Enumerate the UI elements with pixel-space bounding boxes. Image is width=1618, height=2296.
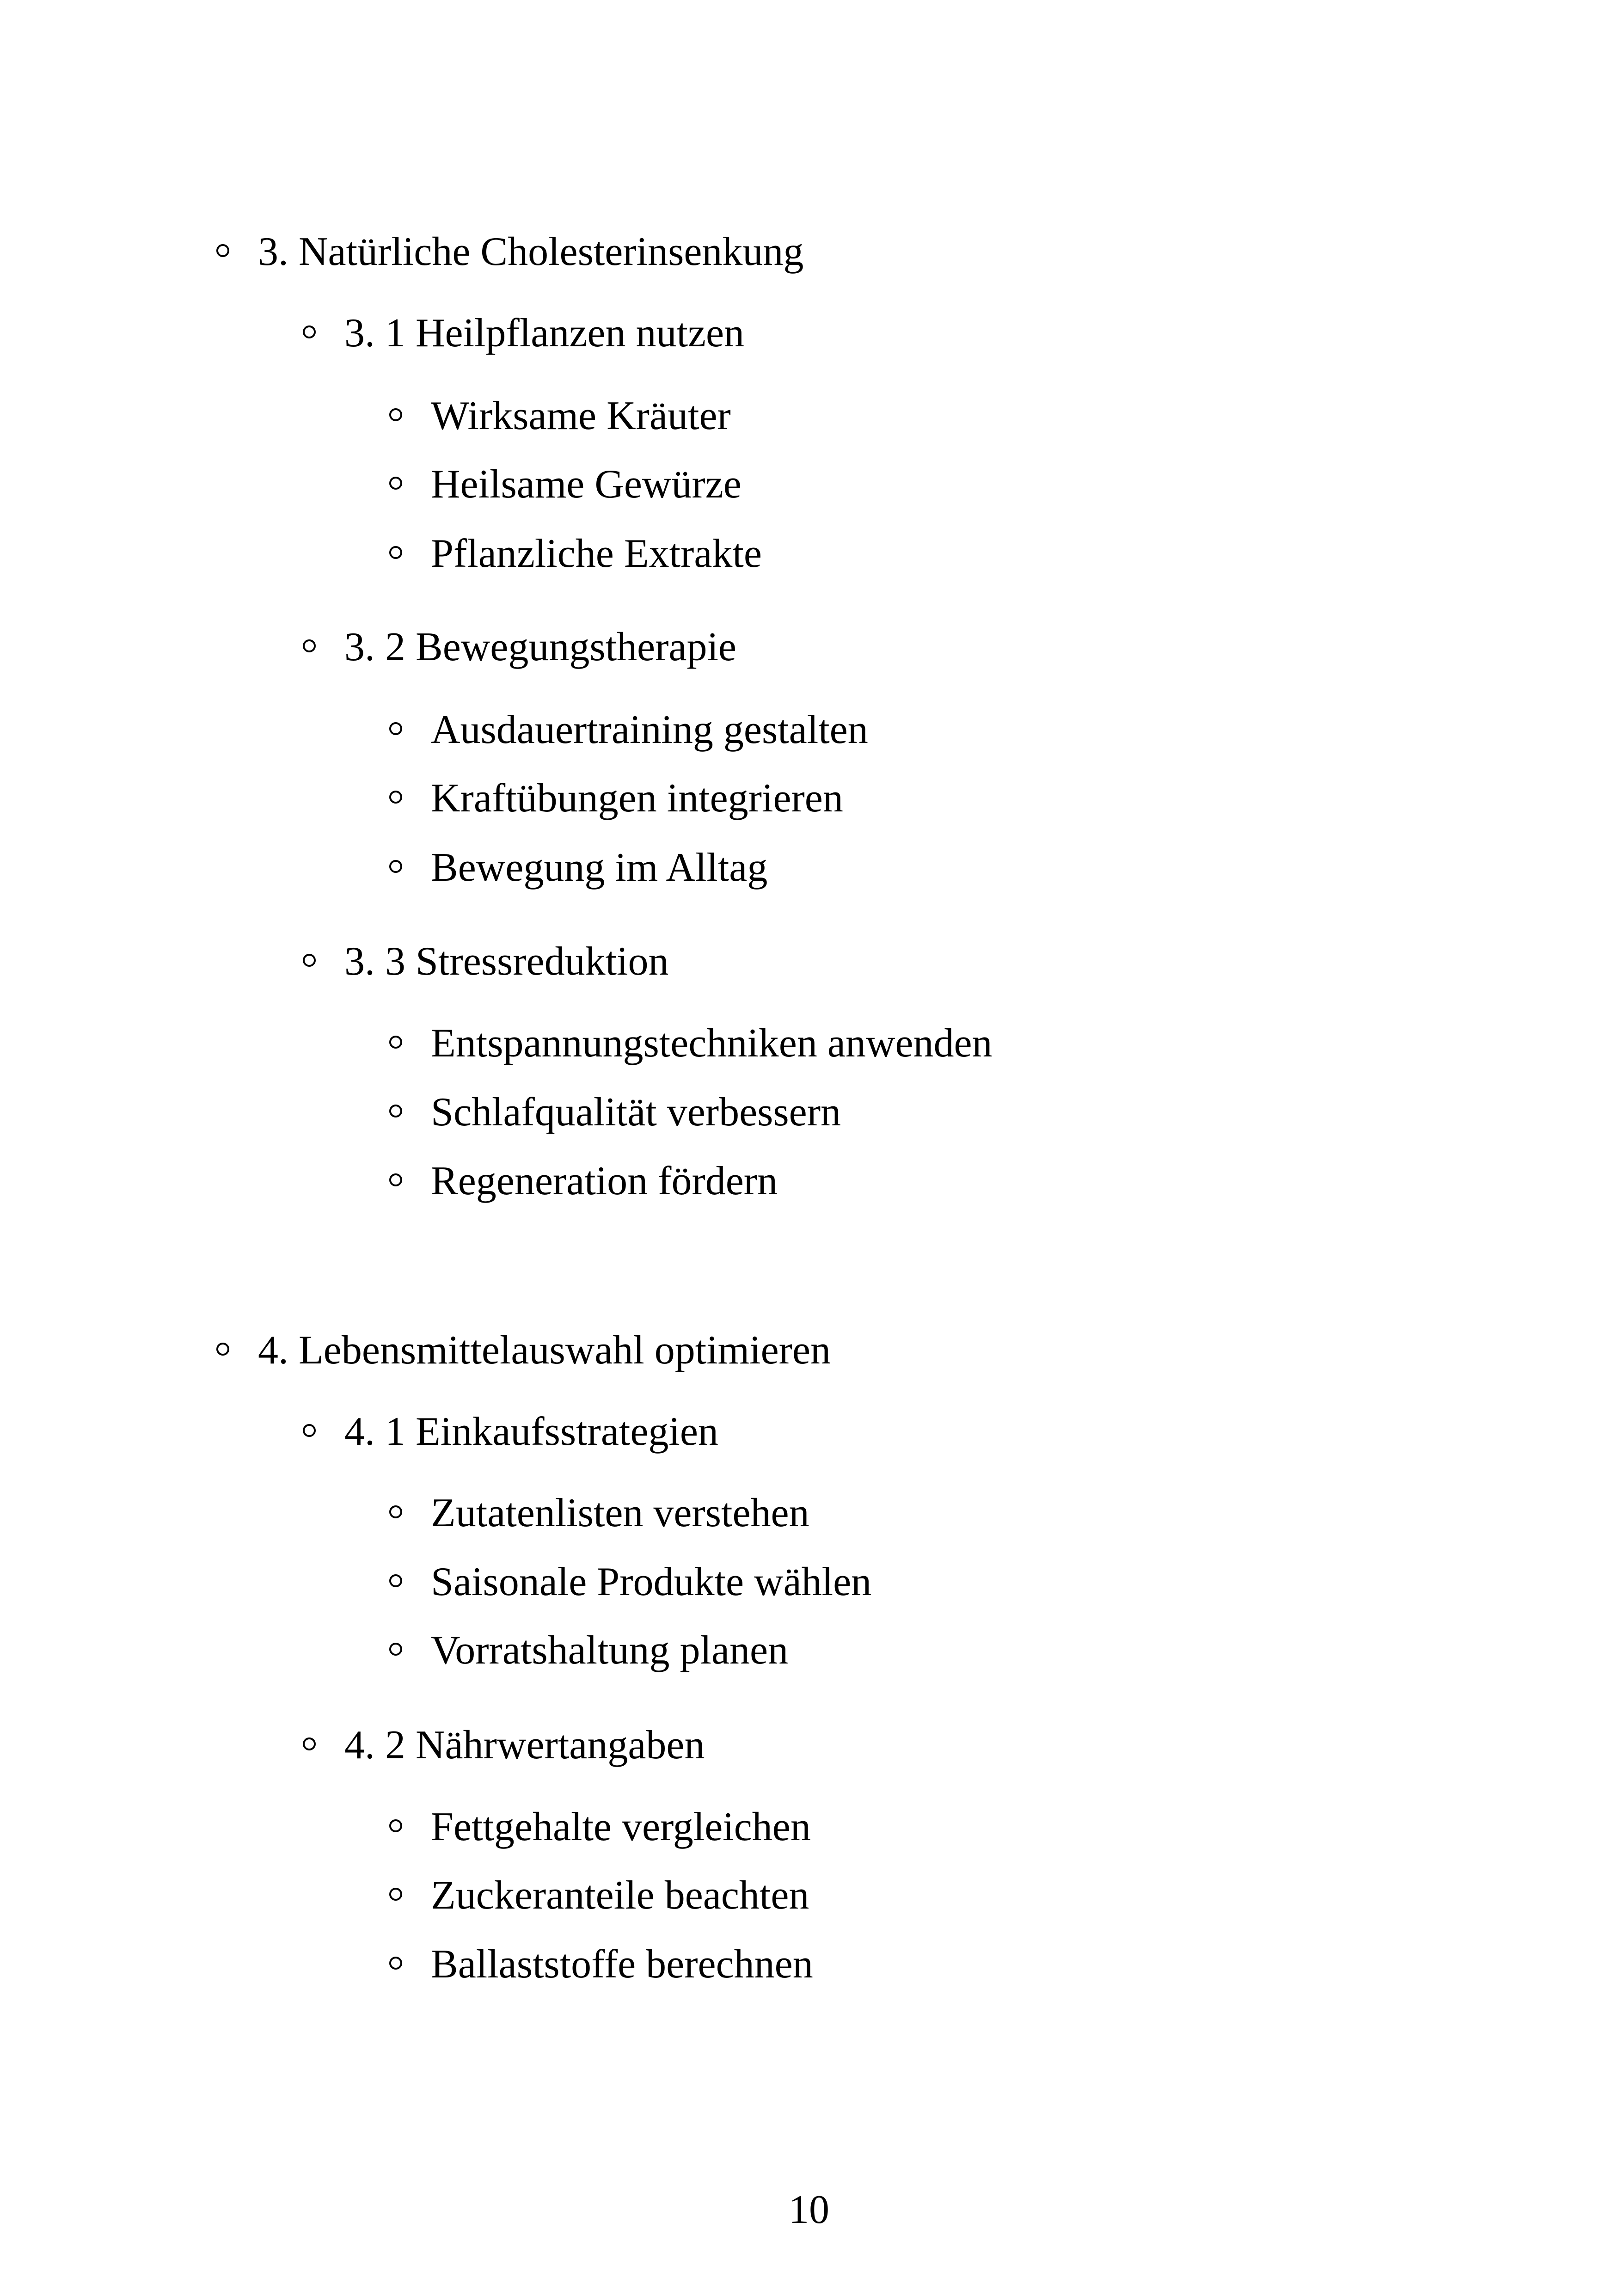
- outline-item-label: Entspannungstechniken anwenden: [431, 1021, 993, 1066]
- outline-item-label: Zutatenlisten verstehen: [431, 1491, 809, 1535]
- page-number: 10: [789, 2187, 829, 2232]
- hollow-bullet-icon: [389, 408, 402, 421]
- hollow-bullet-icon: [303, 1737, 316, 1750]
- outline-item-label: Kraftübungen integrieren: [431, 776, 843, 821]
- outline-subsection-title: 4. 2 Nährwertangaben: [344, 1723, 705, 1768]
- hollow-bullet-icon: [303, 639, 316, 652]
- hollow-bullet-icon: [389, 1957, 402, 1970]
- outline-item-label: Ausdauertraining gestalten: [431, 707, 868, 752]
- hollow-bullet-icon: [216, 244, 229, 257]
- outline-subsection-title: 3. 3 Stressreduktion: [344, 939, 669, 984]
- outline-item-label: Schlafqualität verbessern: [431, 1090, 841, 1135]
- hollow-bullet-icon: [389, 1105, 402, 1117]
- hollow-bullet-icon: [389, 860, 402, 873]
- hollow-bullet-icon: [389, 791, 402, 804]
- outline-item-label: Fettgehalte vergleichen: [431, 1805, 811, 1849]
- outline-item-label: Vorratshaltung planen: [431, 1628, 789, 1673]
- outline-item-label: Ballaststoffe berechnen: [431, 1942, 813, 1987]
- outline-section-title: 3. Natürliche Cholesterinsenkung: [258, 229, 804, 274]
- outline-item-label: Heilsame Gewürze: [431, 462, 742, 507]
- hollow-bullet-icon: [389, 1643, 402, 1656]
- hollow-bullet-icon: [389, 1173, 402, 1186]
- outline-item-label: Bewegung im Alltag: [431, 845, 768, 890]
- outline-item-label: Saisonale Produkte wählen: [431, 1559, 872, 1604]
- hollow-bullet-icon: [389, 1505, 402, 1518]
- hollow-bullet-icon: [303, 954, 316, 967]
- hollow-bullet-icon: [389, 1574, 402, 1587]
- hollow-bullet-icon: [389, 722, 402, 735]
- hollow-bullet-icon: [389, 1036, 402, 1049]
- outline-item-label: Regeneration fördern: [431, 1159, 778, 1203]
- hollow-bullet-icon: [303, 1424, 316, 1437]
- outline-item-label: Pflanzliche Extrakte: [431, 531, 762, 576]
- outline-subsection-title: 4. 1 Einkaufsstrategien: [344, 1409, 718, 1454]
- outline-subsection-title: 3. 1 Heilpflanzen nutzen: [344, 311, 745, 356]
- hollow-bullet-icon: [389, 477, 402, 490]
- hollow-bullet-icon: [389, 546, 402, 559]
- outline-section-title: 4. Lebensmittelauswahl optimieren: [258, 1328, 831, 1373]
- hollow-bullet-icon: [303, 325, 316, 338]
- outline-item-label: Zuckeranteile beachten: [431, 1873, 809, 1918]
- hollow-bullet-icon: [389, 1888, 402, 1901]
- outline-item-label: Wirksame Kräuter: [431, 393, 731, 438]
- hollow-bullet-icon: [389, 1819, 402, 1832]
- hollow-bullet-icon: [216, 1343, 229, 1356]
- outline-subsection-title: 3. 2 Bewegungstherapie: [344, 625, 736, 669]
